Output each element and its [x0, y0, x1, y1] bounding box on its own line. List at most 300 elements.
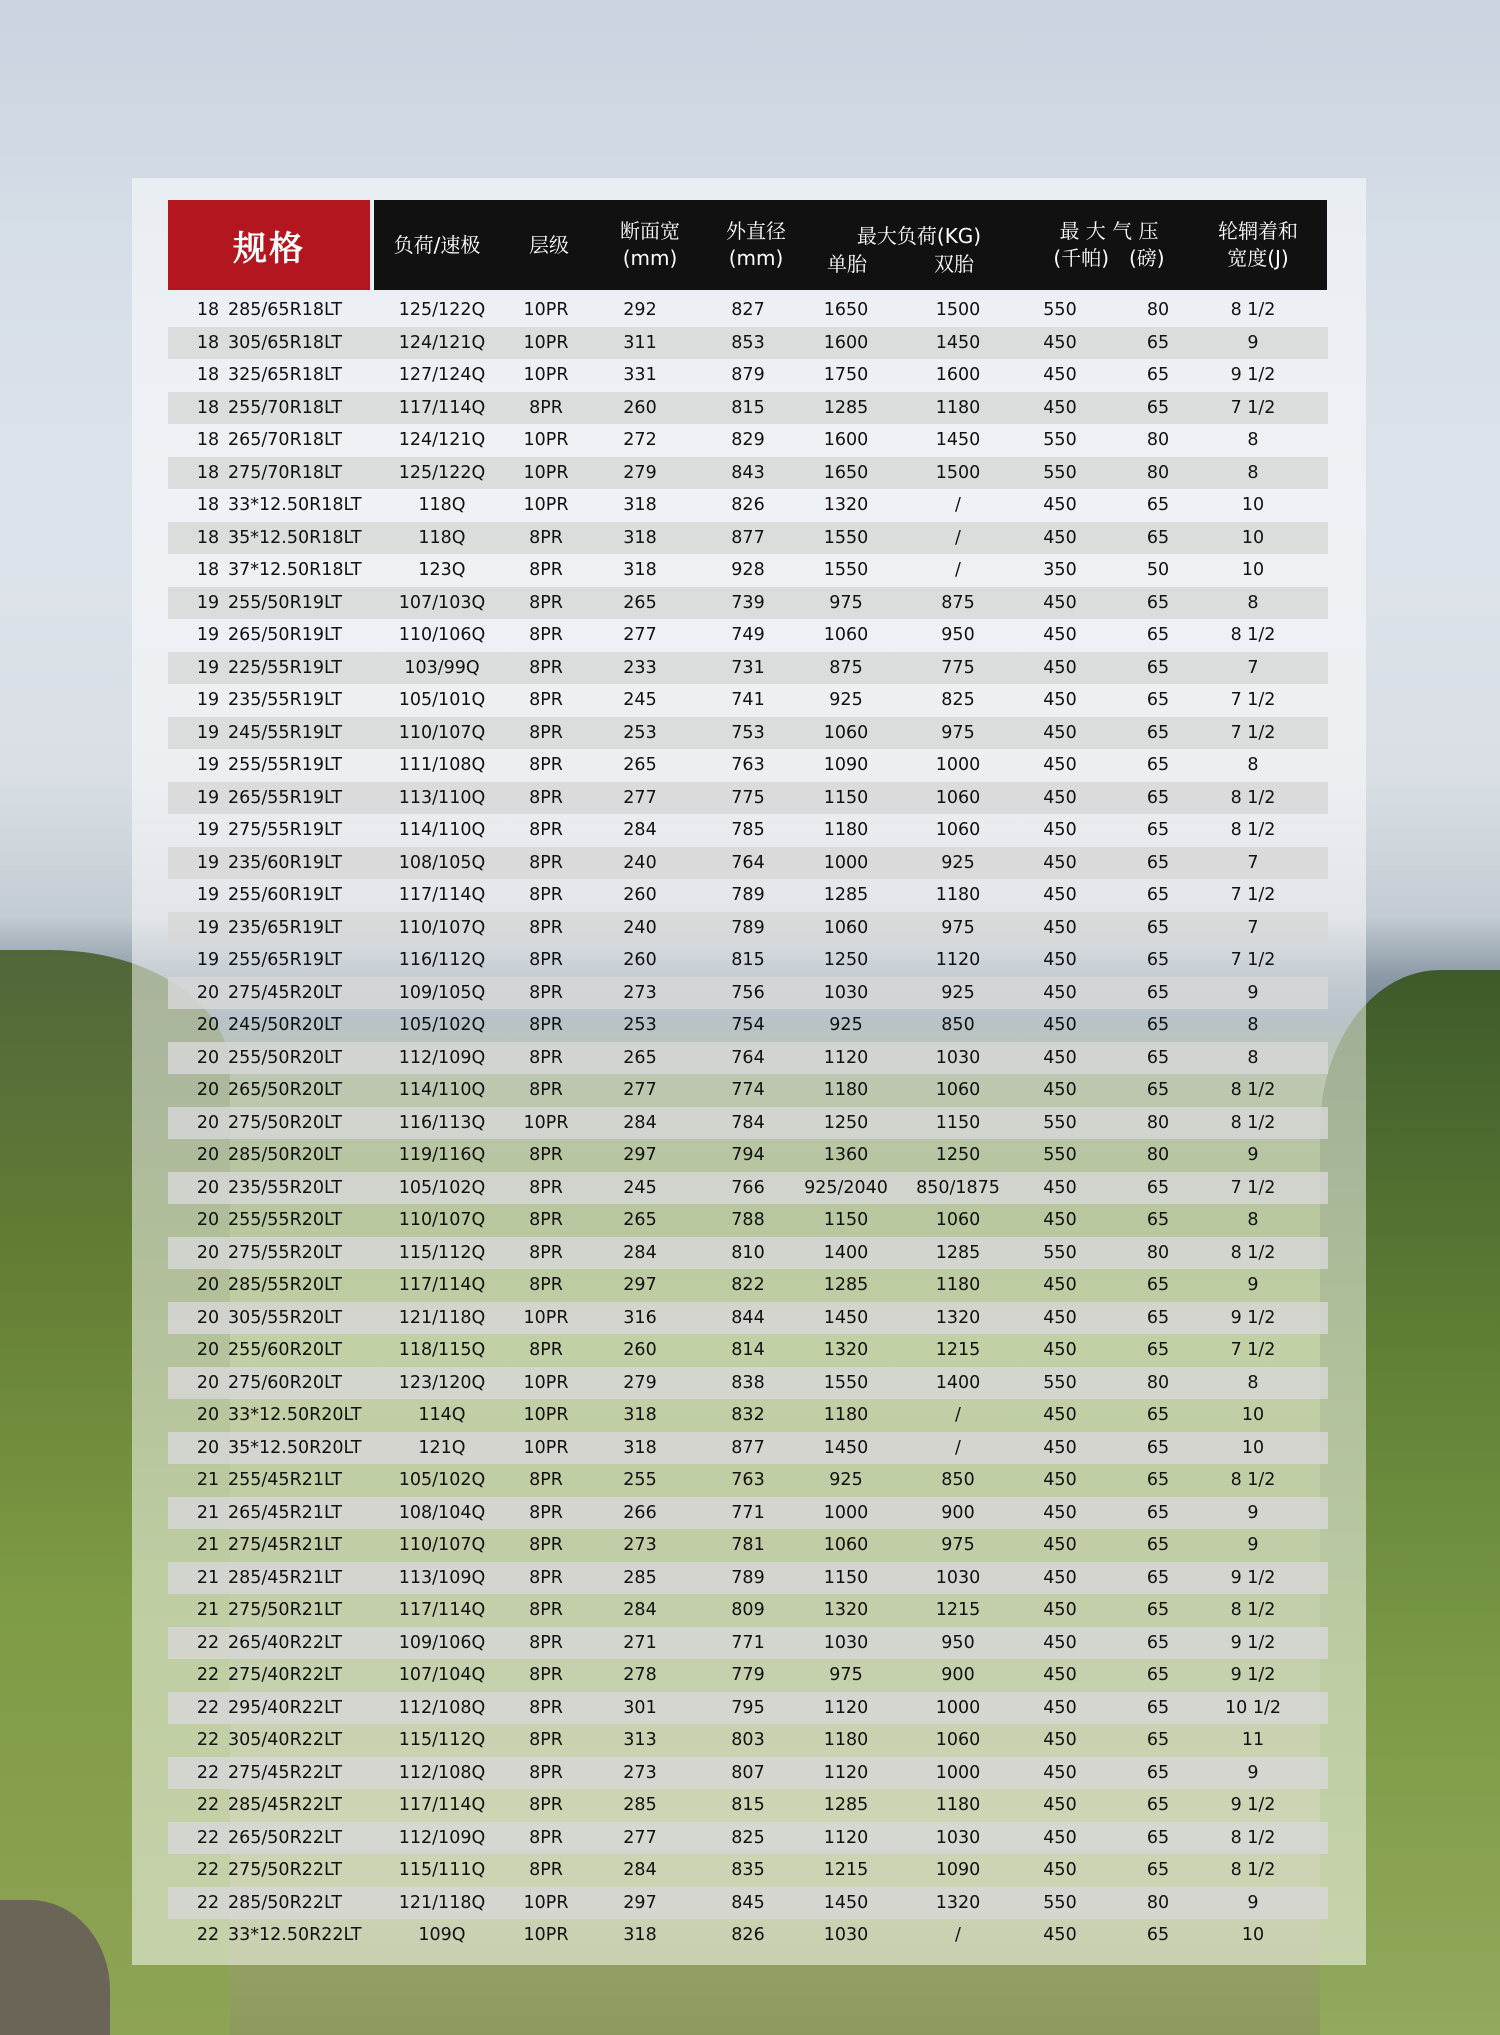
cell-load-single: 1060: [823, 722, 869, 743]
cell-size: 265/50R22LT: [228, 1827, 343, 1848]
cell-pressure-kpa: 450: [1043, 1275, 1077, 1295]
table-row: [168, 1887, 1328, 1920]
cell-section-width: 265: [623, 1210, 657, 1230]
table-row: [168, 1042, 1328, 1075]
cell-rim-diameter: 21: [196, 1470, 220, 1490]
cell-section-width: 240: [623, 852, 657, 873]
cell-overall-diameter: 753: [731, 722, 765, 743]
cell-rim-diameter: 22: [196, 1697, 220, 1718]
cell-load-speed: 114/110Q: [398, 820, 486, 840]
cell-section-width: 260: [623, 397, 657, 418]
cell-load-single: 875: [829, 657, 863, 678]
cell-ply: 8PR: [529, 917, 563, 938]
cell-load-single: 1180: [823, 1080, 869, 1100]
cell-overall-diameter: 825: [731, 1827, 765, 1848]
cell-section-width: 265: [623, 592, 657, 613]
cell-pressure-psi: 65: [1146, 787, 1170, 808]
cell-rim-diameter: 19: [196, 917, 220, 938]
table-row: [168, 1269, 1328, 1302]
cell-overall-diameter: 764: [731, 1047, 765, 1068]
cell-ply: 8PR: [529, 722, 563, 743]
cell-overall-diameter: 754: [731, 1015, 765, 1035]
cell-section-width: 233: [623, 657, 657, 678]
cell-load-speed: 110/107Q: [398, 722, 486, 743]
cell-load-speed: 110/107Q: [398, 917, 486, 938]
cell-rim-diameter: 20: [196, 1210, 220, 1230]
cell-section-width: 318: [623, 1437, 657, 1458]
cell-overall-diameter: 826: [731, 495, 765, 515]
cell-pressure-psi: 65: [1146, 397, 1170, 418]
table-row: [168, 1334, 1328, 1367]
cell-rim-width: 9: [1247, 1145, 1259, 1165]
cell-load-single: 1285: [823, 1275, 869, 1295]
cell-load-dual: 975: [941, 1535, 975, 1555]
cell-size: 265/55R19LT: [228, 787, 343, 808]
cell-load-single: 1450: [823, 1437, 869, 1458]
cell-overall-diameter: 843: [731, 462, 765, 483]
cell-load-speed: 117/114Q: [398, 1600, 486, 1620]
cell-load-dual: 1400: [935, 1372, 981, 1393]
table-row: [168, 717, 1328, 750]
cell-load-single: 1150: [823, 787, 869, 808]
cell-rim-width: 7 1/2: [1230, 690, 1276, 710]
cell-pressure-kpa: 550: [1043, 1892, 1077, 1913]
cell-load-dual: 1000: [935, 1697, 981, 1718]
cell-ply: 8PR: [529, 1210, 563, 1230]
cell-size: 255/55R19LT: [228, 755, 343, 775]
cell-pressure-psi: 65: [1146, 495, 1170, 515]
cell-ply: 8PR: [529, 1535, 563, 1555]
cell-rim-width: 9 1/2: [1230, 1632, 1276, 1653]
cell-load-speed: 112/108Q: [398, 1697, 486, 1718]
cell-ply: 10PR: [523, 1925, 569, 1945]
cell-load-dual: 1000: [935, 755, 981, 775]
cell-load-single: 1285: [823, 885, 869, 905]
cell-load-speed: 118/115Q: [398, 1340, 486, 1360]
cell-pressure-kpa: 450: [1043, 1535, 1077, 1555]
cell-load-dual: /: [955, 560, 961, 580]
cell-section-width: 285: [623, 1795, 657, 1815]
table-row: [168, 749, 1328, 782]
cell-rim-diameter: 22: [196, 1730, 220, 1750]
cell-rim-diameter: 22: [196, 1762, 220, 1783]
cell-load-single: 1450: [823, 1892, 869, 1913]
cell-pressure-kpa: 550: [1043, 430, 1077, 450]
cell-pressure-psi: 65: [1146, 755, 1170, 775]
cell-load-speed: 105/102Q: [398, 1177, 486, 1198]
cell-rim-diameter: 20: [196, 1080, 220, 1100]
cell-section-width: 331: [623, 365, 657, 385]
cell-rim-width: 10: [1241, 495, 1265, 515]
cell-pressure-kpa: 450: [1043, 917, 1077, 938]
cell-load-single: 1285: [823, 397, 869, 418]
cell-load-speed: 107/103Q: [398, 592, 486, 613]
cell-size: 33*12.50R22LT: [228, 1925, 362, 1945]
cell-rim-width: 8: [1247, 1210, 1259, 1230]
cell-rim-width: 7 1/2: [1230, 885, 1276, 905]
cell-ply: 8PR: [529, 1470, 563, 1490]
cell-overall-diameter: 781: [731, 1535, 765, 1555]
cell-load-speed: 117/114Q: [398, 885, 486, 905]
cell-load-single: 1000: [823, 1502, 869, 1523]
cell-pressure-kpa: 550: [1043, 300, 1077, 320]
cell-load-dual: 1120: [935, 950, 981, 970]
cell-load-single: 1120: [823, 1047, 869, 1068]
cell-section-width: 297: [623, 1275, 657, 1295]
cell-rim-width: 9: [1247, 1275, 1259, 1295]
cell-rim-diameter: 20: [196, 1145, 220, 1165]
cell-size: 275/55R20LT: [228, 1242, 343, 1263]
table-row: [168, 879, 1328, 912]
cell-load-dual: 900: [941, 1502, 975, 1523]
cell-rim-width: 8 1/2: [1230, 787, 1276, 808]
cell-load-speed: 108/104Q: [398, 1502, 486, 1523]
cell-load-dual: 1060: [935, 820, 981, 840]
cell-pressure-kpa: 550: [1043, 1145, 1077, 1165]
cell-load-speed: 115/112Q: [398, 1730, 486, 1750]
cell-size: 265/50R19LT: [228, 625, 343, 645]
cell-overall-diameter: 815: [731, 397, 765, 418]
cell-size: 33*12.50R20LT: [228, 1405, 362, 1425]
cell-load-dual: 950: [941, 1632, 975, 1653]
cell-pressure-psi: 65: [1146, 1275, 1170, 1295]
cell-pressure-psi: 65: [1146, 1340, 1170, 1360]
table-row: [168, 1302, 1328, 1335]
cell-overall-diameter: 764: [731, 852, 765, 873]
cell-load-speed: 127/124Q: [398, 365, 486, 385]
cell-pressure-psi: 65: [1146, 917, 1170, 938]
cell-section-width: 301: [623, 1697, 657, 1718]
cell-section-width: 260: [623, 950, 657, 970]
cell-pressure-psi: 65: [1146, 820, 1170, 840]
cell-rim-diameter: 19: [196, 950, 220, 970]
cell-pressure-kpa: 450: [1043, 1632, 1077, 1653]
cell-pressure-psi: 65: [1146, 1697, 1170, 1718]
cell-pressure-kpa: 450: [1043, 1730, 1077, 1750]
cell-overall-diameter: 814: [731, 1340, 765, 1360]
cell-load-dual: 1030: [935, 1047, 981, 1068]
cell-ply: 8PR: [529, 1600, 563, 1620]
table-row: [168, 1854, 1328, 1887]
cell-load-single: 1320: [823, 1600, 869, 1620]
cell-load-speed: 113/109Q: [398, 1567, 486, 1588]
cell-pressure-psi: 65: [1146, 1632, 1170, 1653]
cell-section-width: 240: [623, 917, 657, 938]
cell-pressure-psi: 65: [1146, 1600, 1170, 1620]
cell-load-single: 925: [829, 690, 863, 710]
cell-rim-width: 9 1/2: [1230, 1795, 1276, 1815]
cell-ply: 10PR: [523, 462, 569, 483]
cell-section-width: 318: [623, 560, 657, 580]
table-row: [168, 457, 1328, 490]
cell-size: 255/55R20LT: [228, 1210, 343, 1230]
cell-size: 265/40R22LT: [228, 1632, 343, 1653]
cell-overall-diameter: 815: [731, 950, 765, 970]
cell-load-dual: 825: [941, 690, 975, 710]
cell-size: 285/55R20LT: [228, 1275, 343, 1295]
cell-rim-diameter: 20: [196, 1405, 220, 1425]
cell-rim-diameter: 18: [196, 560, 220, 580]
cell-section-width: 277: [623, 1827, 657, 1848]
cell-rim-width: 8: [1247, 1015, 1259, 1035]
cell-pressure-psi: 65: [1146, 657, 1170, 678]
cell-size: 235/55R20LT: [228, 1177, 343, 1198]
cell-load-speed: 105/101Q: [398, 690, 486, 710]
cell-section-width: 273: [623, 1762, 657, 1783]
cell-load-single: 1550: [823, 527, 869, 548]
cell-load-single: 1180: [823, 1405, 869, 1425]
cell-size: 285/65R18LT: [228, 300, 343, 320]
cell-load-dual: 1285: [935, 1242, 981, 1263]
cell-section-width: 292: [623, 300, 657, 320]
table-row: [168, 977, 1328, 1010]
cell-pressure-kpa: 450: [1043, 1015, 1077, 1035]
cell-overall-diameter: 784: [731, 1112, 765, 1133]
cell-section-width: 271: [623, 1632, 657, 1653]
cell-pressure-kpa: 450: [1043, 1080, 1077, 1100]
cell-pressure-kpa: 450: [1043, 527, 1077, 548]
cell-load-speed: 116/113Q: [398, 1112, 486, 1133]
cell-load-single: 1180: [823, 1730, 869, 1750]
cell-overall-diameter: 803: [731, 1730, 765, 1750]
cell-ply: 8PR: [529, 1145, 563, 1165]
cell-rim-width: 8: [1247, 1372, 1259, 1393]
cell-pressure-kpa: 450: [1043, 950, 1077, 970]
cell-load-dual: 1320: [935, 1307, 981, 1328]
cell-pressure-kpa: 450: [1043, 1827, 1077, 1848]
cell-load-dual: 850: [941, 1470, 975, 1490]
cell-size: 265/50R20LT: [228, 1080, 343, 1100]
cell-load-single: 1180: [823, 820, 869, 840]
cell-pressure-psi: 65: [1146, 950, 1170, 970]
cell-rim-diameter: 21: [196, 1567, 220, 1588]
cell-rim-width: 9 1/2: [1230, 365, 1276, 385]
cell-overall-diameter: 785: [731, 820, 765, 840]
cell-pressure-psi: 65: [1146, 1047, 1170, 1068]
cell-size: 275/45R22LT: [228, 1762, 343, 1783]
table-row: [168, 1529, 1328, 1562]
cell-load-speed: 109/105Q: [398, 982, 486, 1003]
cell-load-speed: 109/106Q: [398, 1632, 486, 1653]
cell-overall-diameter: 810: [731, 1242, 765, 1263]
cell-load-single: 1360: [823, 1145, 869, 1165]
cell-pressure-psi: 80: [1146, 1372, 1170, 1393]
table-row: [168, 1692, 1328, 1725]
cell-pressure-psi: 65: [1146, 1177, 1170, 1198]
cell-section-width: 245: [623, 1177, 657, 1198]
cell-rim-width: 10: [1241, 1405, 1265, 1425]
cell-pressure-kpa: 450: [1043, 1307, 1077, 1328]
cell-pressure-kpa: 450: [1043, 625, 1077, 645]
cell-size: 235/55R19LT: [228, 690, 343, 710]
cell-load-speed: 112/108Q: [398, 1762, 486, 1783]
cell-rim-diameter: 18: [196, 365, 220, 385]
cell-section-width: 311: [623, 332, 657, 353]
cell-load-speed: 112/109Q: [398, 1047, 486, 1068]
cell-section-width: 284: [623, 1112, 657, 1133]
cell-size: 255/50R19LT: [228, 592, 343, 613]
table-row: [168, 1919, 1328, 1952]
cell-rim-diameter: 18: [196, 430, 220, 450]
cell-ply: 8PR: [529, 950, 563, 970]
cell-section-width: 277: [623, 787, 657, 808]
cell-section-width: 277: [623, 1080, 657, 1100]
cell-pressure-psi: 50: [1146, 560, 1170, 580]
table-row: [168, 359, 1328, 392]
cell-rim-diameter: 19: [196, 852, 220, 873]
table-row: [168, 392, 1328, 425]
cell-size: 275/45R20LT: [228, 982, 343, 1003]
cell-rim-width: 9: [1247, 1502, 1259, 1523]
cell-overall-diameter: 789: [731, 885, 765, 905]
cell-rim-width: 8 1/2: [1230, 1112, 1276, 1133]
cell-rim-diameter: 19: [196, 690, 220, 710]
cell-pressure-psi: 65: [1146, 365, 1170, 385]
cell-section-width: 284: [623, 820, 657, 840]
cell-section-width: 266: [623, 1502, 657, 1523]
cell-load-dual: 1215: [935, 1600, 981, 1620]
cell-rim-width: 7 1/2: [1230, 1340, 1276, 1360]
cell-load-dual: /: [955, 1437, 961, 1458]
cell-load-dual: 875: [941, 592, 975, 613]
cell-size: 275/55R19LT: [228, 820, 343, 840]
cell-section-width: 284: [623, 1242, 657, 1263]
table-row: [168, 1659, 1328, 1692]
cell-overall-diameter: 838: [731, 1372, 765, 1393]
cell-load-single: 1060: [823, 917, 869, 938]
cell-overall-diameter: 877: [731, 1437, 765, 1458]
cell-section-width: 297: [623, 1892, 657, 1913]
table-row: [168, 782, 1328, 815]
cell-ply: 8PR: [529, 982, 563, 1003]
cell-load-speed: 115/111Q: [398, 1860, 486, 1880]
cell-pressure-kpa: 450: [1043, 885, 1077, 905]
cell-rim-diameter: 22: [196, 1892, 220, 1913]
cell-load-speed: 110/107Q: [398, 1210, 486, 1230]
cell-size: 275/60R20LT: [228, 1372, 343, 1393]
cell-ply: 8PR: [529, 1502, 563, 1523]
cell-pressure-psi: 65: [1146, 332, 1170, 353]
cell-load-dual: 1180: [935, 885, 981, 905]
cell-load-speed: 123/120Q: [398, 1372, 486, 1393]
cell-pressure-psi: 65: [1146, 1665, 1170, 1685]
cell-load-single: 1550: [823, 1372, 869, 1393]
cell-section-width: 265: [623, 1047, 657, 1068]
cell-overall-diameter: 763: [731, 755, 765, 775]
cell-load-dual: /: [955, 495, 961, 515]
cell-overall-diameter: 789: [731, 1567, 765, 1588]
table-row: [168, 1074, 1328, 1107]
cell-load-dual: /: [955, 1925, 961, 1945]
cell-ply: 8PR: [529, 852, 563, 873]
header-load-speed: 负荷/速极: [393, 232, 481, 257]
cell-ply: 10PR: [523, 365, 569, 385]
cell-pressure-psi: 65: [1146, 852, 1170, 873]
table-row: [168, 1627, 1328, 1660]
cell-pressure-kpa: 450: [1043, 1470, 1077, 1490]
table-row: [168, 1789, 1328, 1822]
header-rim: 轮辋着和 宽度(J): [1218, 219, 1298, 270]
cell-rim-width: 10: [1241, 560, 1265, 580]
cell-size: 255/50R20LT: [228, 1047, 343, 1068]
cell-overall-diameter: 771: [731, 1502, 765, 1523]
cell-pressure-kpa: 450: [1043, 1665, 1077, 1685]
table-row: [168, 522, 1328, 555]
cell-pressure-kpa: 450: [1043, 1860, 1077, 1880]
header-dual: 双胎: [934, 252, 974, 276]
cell-overall-diameter: 853: [731, 332, 765, 353]
cell-load-speed: 113/110Q: [398, 787, 486, 808]
table-row: [168, 1724, 1328, 1757]
cell-size: 255/65R19LT: [228, 950, 343, 970]
table-row: [168, 652, 1328, 685]
cell-load-dual: 925: [941, 982, 975, 1003]
cell-rim-diameter: 19: [196, 820, 220, 840]
cell-rim-diameter: 22: [196, 1827, 220, 1848]
table-row: [168, 1172, 1328, 1205]
cell-pressure-psi: 65: [1146, 625, 1170, 645]
cell-load-single: 1550: [823, 560, 869, 580]
cell-ply: 8PR: [529, 527, 563, 548]
cell-rim-diameter: 19: [196, 657, 220, 678]
cell-size: 275/40R22LT: [228, 1665, 343, 1685]
cell-rim-diameter: 22: [196, 1632, 220, 1653]
cell-rim-width: 8: [1247, 462, 1259, 483]
cell-rim-width: 7 1/2: [1230, 722, 1276, 743]
cell-size: 265/45R21LT: [228, 1502, 343, 1523]
cell-size: 285/50R22LT: [228, 1892, 343, 1913]
cell-section-width: 284: [623, 1600, 657, 1620]
cell-size: 245/55R19LT: [228, 722, 343, 743]
header-max-pressure: 最 大 气 压 (千帕) (磅): [1053, 219, 1165, 270]
cell-overall-diameter: 826: [731, 1925, 765, 1945]
cell-overall-diameter: 835: [731, 1860, 765, 1880]
header-overall-diameter: 外直径 (mm): [726, 219, 786, 270]
cell-section-width: 253: [623, 1015, 657, 1035]
cell-ply: 10PR: [523, 430, 569, 450]
cell-load-speed: 124/121Q: [398, 332, 486, 353]
cell-size: 275/50R22LT: [228, 1860, 343, 1880]
cell-load-speed: 119/116Q: [398, 1145, 486, 1165]
cell-pressure-psi: 80: [1146, 300, 1170, 320]
cell-load-dual: 1030: [935, 1827, 981, 1848]
cell-rim-width: 9: [1247, 332, 1259, 353]
table-row: [168, 1432, 1328, 1465]
cell-load-single: 1650: [823, 462, 869, 483]
cell-rim-width: 8 1/2: [1230, 1600, 1276, 1620]
cell-load-single: 1150: [823, 1210, 869, 1230]
cell-overall-diameter: 741: [731, 690, 765, 710]
cell-pressure-kpa: 450: [1043, 657, 1077, 678]
cell-load-single: 1150: [823, 1567, 869, 1588]
cell-pressure-psi: 65: [1146, 982, 1170, 1003]
cell-overall-diameter: 879: [731, 365, 765, 385]
cell-load-speed: 124/121Q: [398, 430, 486, 450]
cell-ply: 8PR: [529, 885, 563, 905]
cell-overall-diameter: 822: [731, 1275, 765, 1295]
cell-rim-diameter: 18: [196, 300, 220, 320]
cell-load-speed: 118Q: [418, 527, 466, 548]
cell-section-width: 265: [623, 755, 657, 775]
cell-load-dual: 975: [941, 722, 975, 743]
cell-load-dual: 950: [941, 625, 975, 645]
cell-load-speed: 114Q: [418, 1405, 466, 1425]
cell-section-width: 273: [623, 1535, 657, 1555]
table-row: [168, 1204, 1328, 1237]
cell-rim-width: 8 1/2: [1230, 625, 1276, 645]
cell-ply: 8PR: [529, 1340, 563, 1360]
cell-pressure-psi: 65: [1146, 885, 1170, 905]
